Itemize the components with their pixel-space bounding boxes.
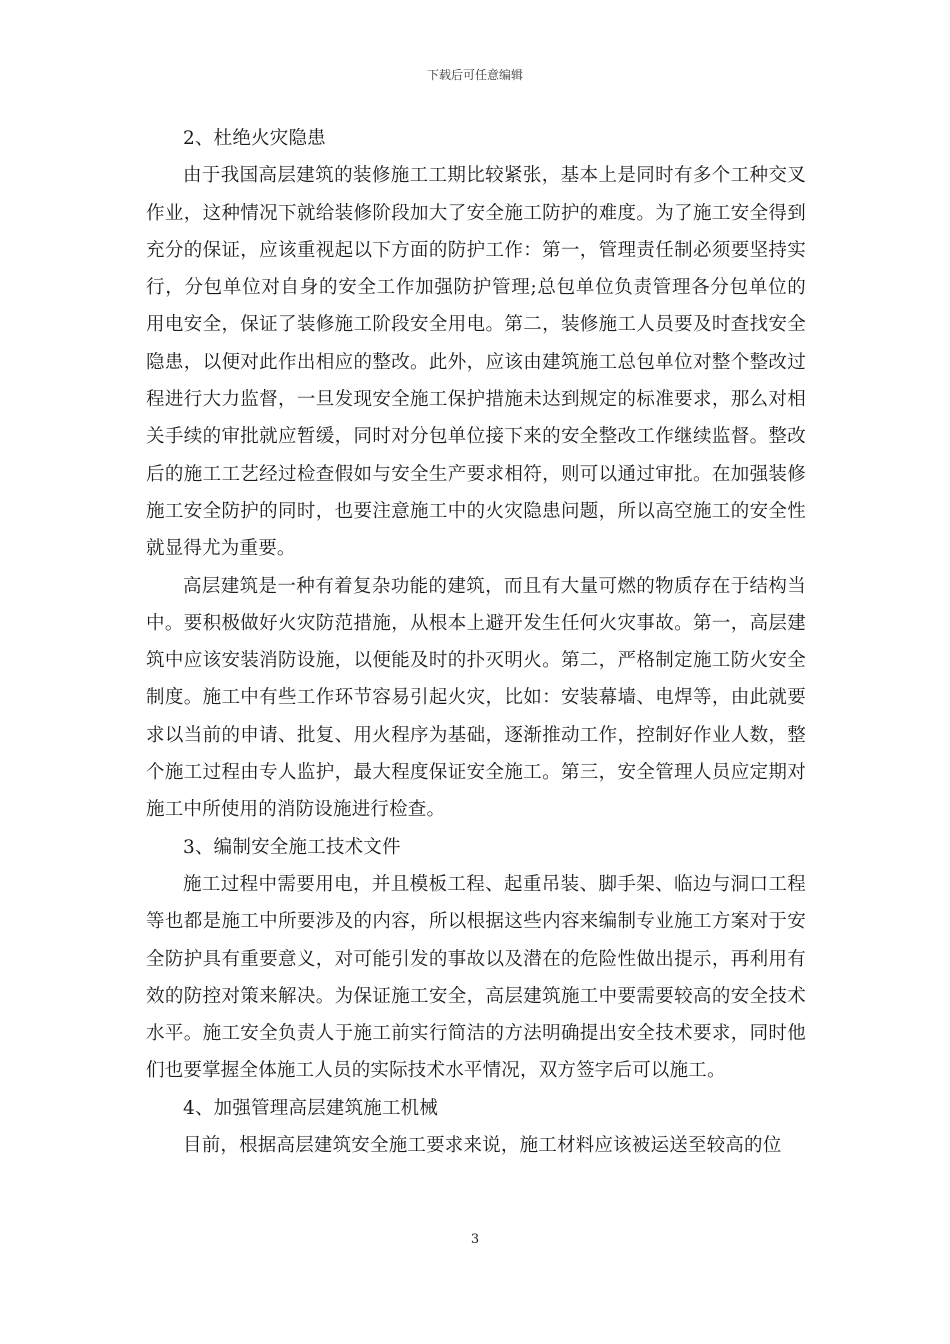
paragraph-machinery: 目前，根据高层建筑安全施工要求来说，施工材料应该被运送至较高的位 [183,1135,782,1157]
section-heading-2: 2、杜绝火灾隐患 [183,128,326,149]
section-heading-4: 4、加强管理高层建筑施工机械 [183,1097,439,1119]
section-heading-3: 3、编制安全施工技术文件 [183,836,401,858]
paragraph-technical-documents: 施工过程中需要用电，并且模板工程、起重吊装、脚手架、临边与洞口工程等也都是施工中所要涉及的内容，所以根据这些内容来编制专业施工方案对于安全防护具有重要意义，对可能引发的事故以及潜在的危险性做出提示，再利用有效的防控对策来解决。为保证施工安全，高层建筑施工中要需要较高的安全技术水平。施工安全负责人于施工前实行简洁的方法明确提出安全技术要求，同时他们也要掌握全体施工人员的实际技术水平情况，双方签字后可以施工。 [146,873,806,1082]
paragraph-fire-hazard-1: 由于我国高层建筑的装修施工工期比较紧张，基本上是同时有多个工种交叉作业，这种情况下就给装修阶段加大了安全施工防护的难度。为了施工安全得到充分的保证，应该重视起以下方面的防护工作：第一，管理责任制必须要坚持实行，分包单位对自身的安全工作加强防护管理;总包单位负责管理各分包单位的用电安全，保证了装修施工阶段安全用电。第二，装修施工人员要及时查找安全隐患，以便对此作出相应的整改。此外，应该由建筑施工总包单位对整个整改过程进行大力监督，一旦发现安全施工保护措施未达到规定的标准要求，那么对相关手续的审批就应暂缓，同时对分包单位接下来的安全整改工作继续监督。整改后的施工工艺经过检查假如与安全生产要求相符，则可以通过审批。在加强装修施工安全防护的同时，也要注意施工中的火灾隐患问题，所以高空施工的安全性就显得尤为重要。 [146,165,806,560]
document-body [146,120,806,1164]
paragraph-fire-hazard-2: 高层建筑是一种有着复杂功能的建筑，而且有大量可燃的物质存在于结构当中。要积极做好火灾防范措施，从根本上避开发生任何火灾事故。第一，高层建筑中应该安装消防设施，以便能及时的扑灭明火。第二，严格制定施工防火安全制度。施工中有些工作环节容易引起火灾，比如：安装幕墙、电焊等，由此就要求以当前的申请、批复、用火程序为基础，逐渐推动工作，控制好作业人数，整个施工过程由专人监护，最大程度保证安全施工。第三，安全管理人员应定期对施工中所使用的消防设施进行检查。 [146,575,806,821]
page-number: 3 [470,1232,480,1247]
page-header: 下载后可任意编辑 [426,68,523,82]
